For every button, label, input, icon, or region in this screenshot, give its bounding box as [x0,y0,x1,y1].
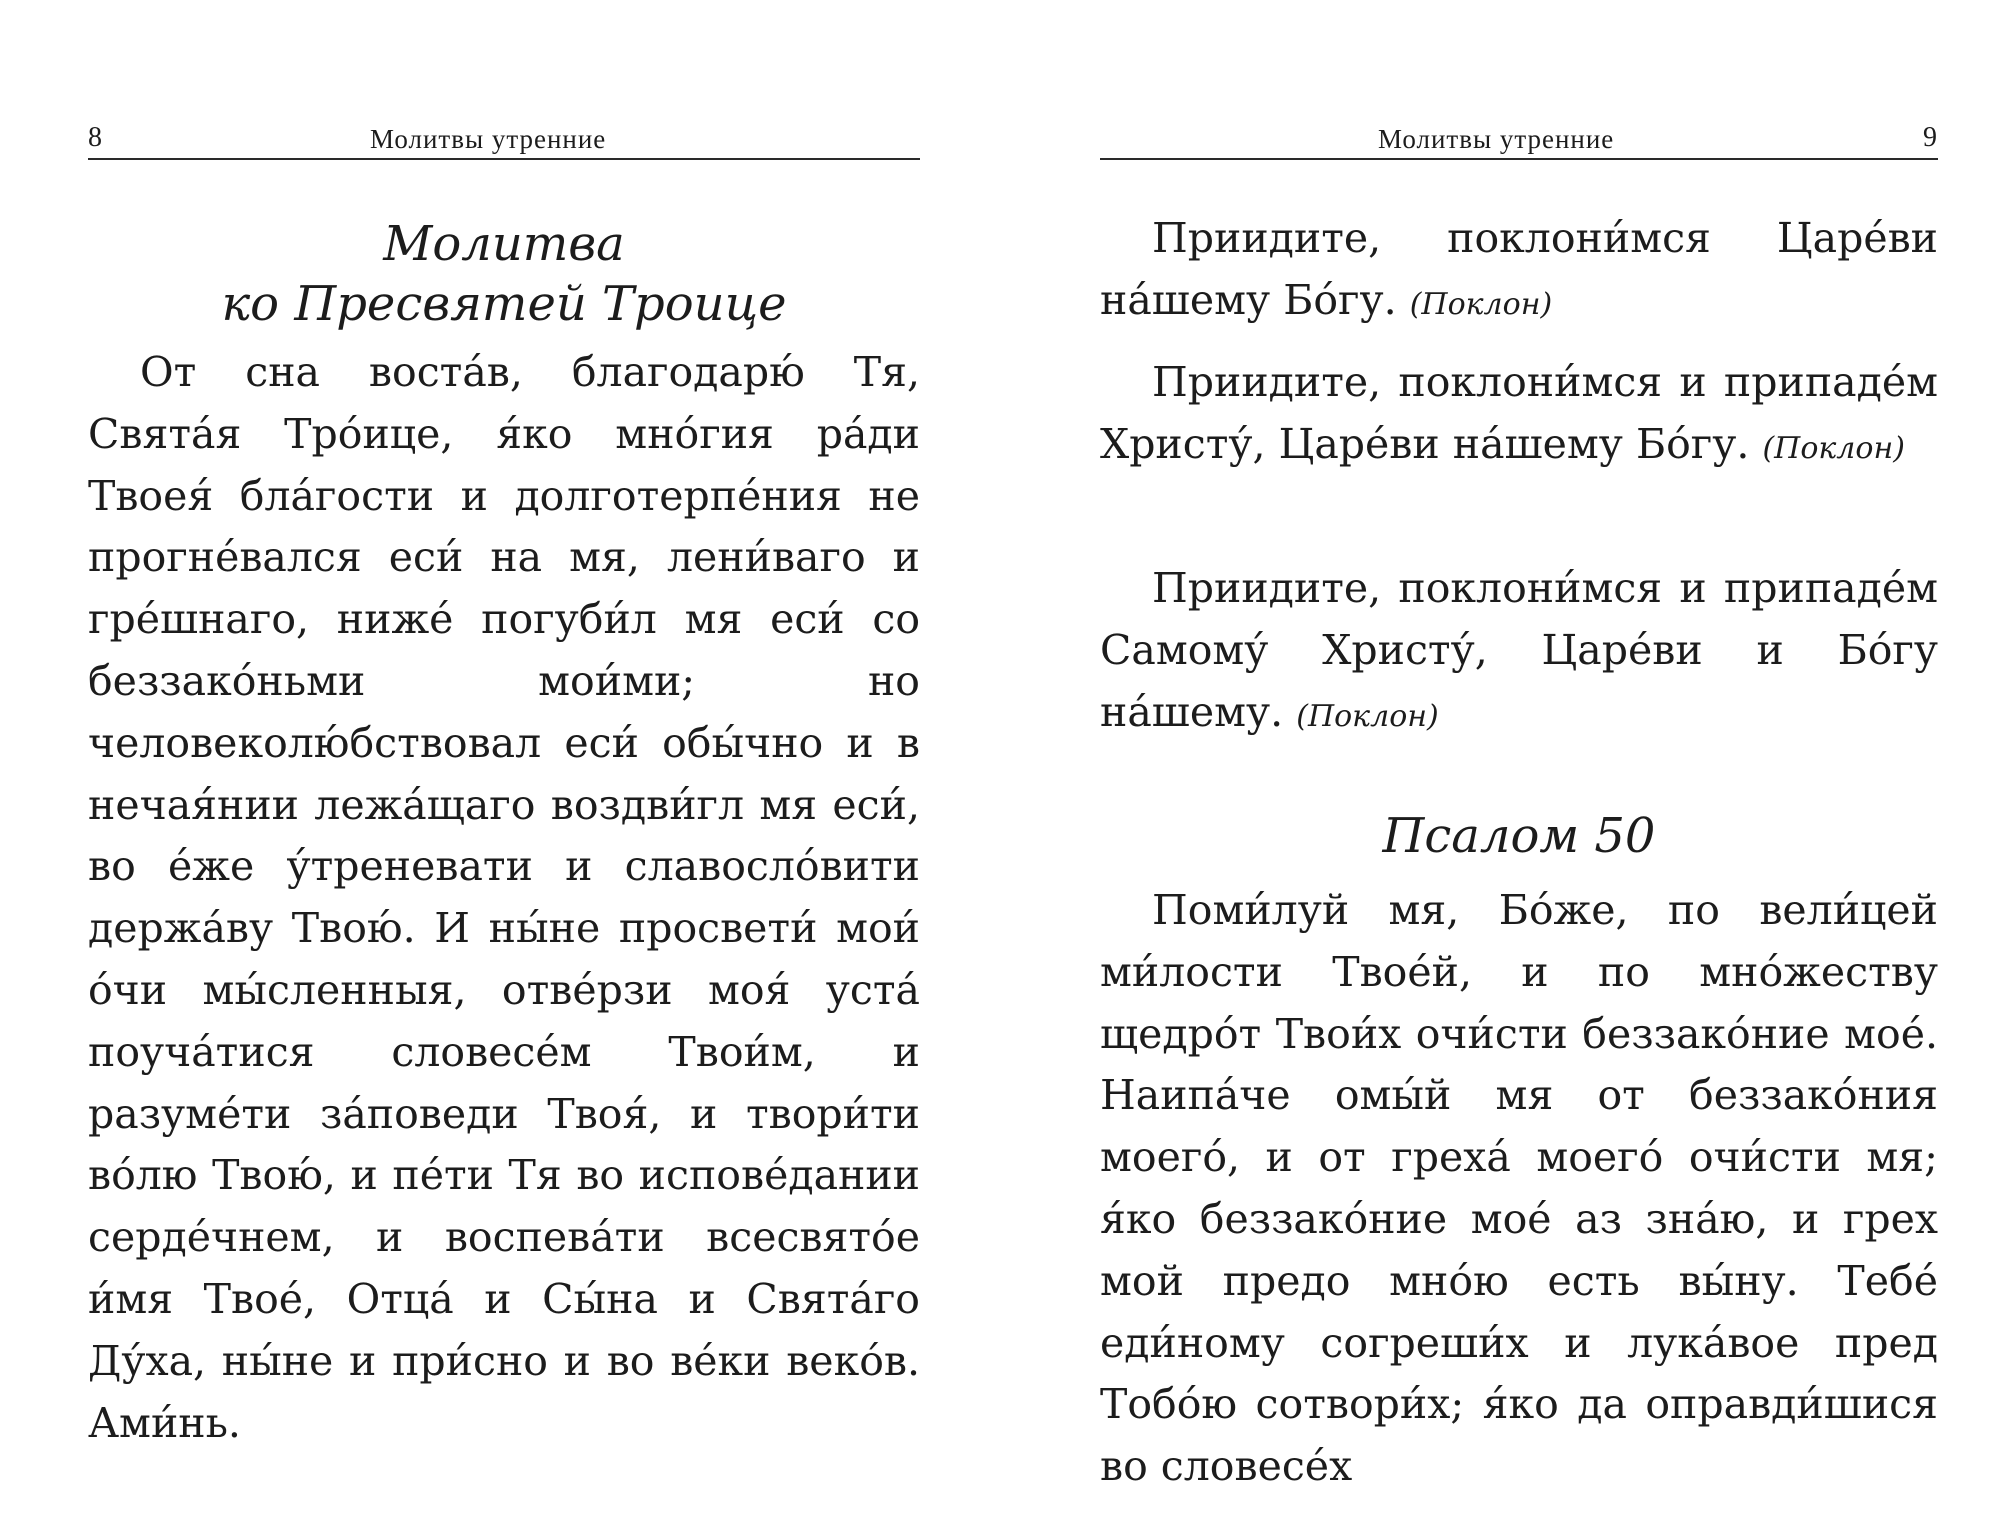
verse-1-text: Приидите, поклони́мся Царе́ви на́шему Бо́гу. [1100,214,1938,324]
psalm-heading: Псалом 50 [1382,808,1656,864]
left-running-title: Молитвы утренние [370,124,607,154]
verse-1-note: (Поклон) [1409,286,1553,322]
verse-2-text: Приидите, поклони́мся и припаде́м Христу́, Царе́ви на́шему Бо́гу. [1100,358,1938,468]
verse-3-note: (Поклон) [1296,698,1439,734]
right-page-number: 9 [1923,122,1938,153]
right-running-head [1100,118,1938,160]
prayer-heading-line1: Молитва [383,216,625,272]
verse-2-note: (Поклон) [1762,430,1905,466]
verse-3-text: Приидите, поклони́мся и припаде́м Самому́ Христу́, Царе́ви и Бо́гу на́шему. [1100,564,1938,736]
verse-3 [1100,558,1938,747]
prayer-heading-line2: ко Пресвятей Троице [221,276,787,332]
right-running-title: Молитвы утренние [1378,124,1615,154]
left-running-head [88,118,920,160]
verse-2 [1100,352,1938,480]
verse-1 [1100,208,1938,336]
trinity-prayer-text: От сна воста́в, благодарю́ Тя, Свята́я Тро́ице, я́ко мно́гия ра́ди Твоея́ бла́гости и долготерпе́ния не прогне́вался еси́ на мя, лени́ваго и гре́шнаго, ниже́ погуби́л мя еси́ со беззако́ньми мои́ми; но человеколю́бствовал еси́ обы́чно и в нечая́нии лежа́щаго воздви́гл мя еси́, во е́же у́треневати и славосло́вити держа́ву Твою́. И ны́не просвети́ мои́ о́чи мы́сленныя, отве́рзи моя́ уста́ поуча́тися словесе́м Твои́м, и разуме́ти за́поведи Твоя́, и твори́ти во́лю Твою́, и пе́ти Тя во испове́дании серде́чнем, и воспева́ти всесвято́е и́мя Твое́, Отца́ и Сы́на и Свята́го Ду́ха, ны́не и при́сно и во ве́ки веко́в. Ами́нь. [88,348,920,1447]
left-page-number: 8 [88,122,103,153]
psalm-50-text: Поми́луй мя, Бо́же, по вели́цей ми́лости Твое́й, и по мно́жеству щедро́т Твои́х очи́сти беззако́ние мое́. Наипа́че омы́й мя от беззако́ния моего́, и от греха́ моего́ очи́сти мя; я́ко беззако́ние мое́ аз зна́ю, и грех мой предо мно́ю есть вы́ну. Тебе́ еди́ному согреши́х и лука́вое пред Тобо́ю сотвори́х; я́ко да оправди́шися во словесе́х [1100,886,1938,1491]
